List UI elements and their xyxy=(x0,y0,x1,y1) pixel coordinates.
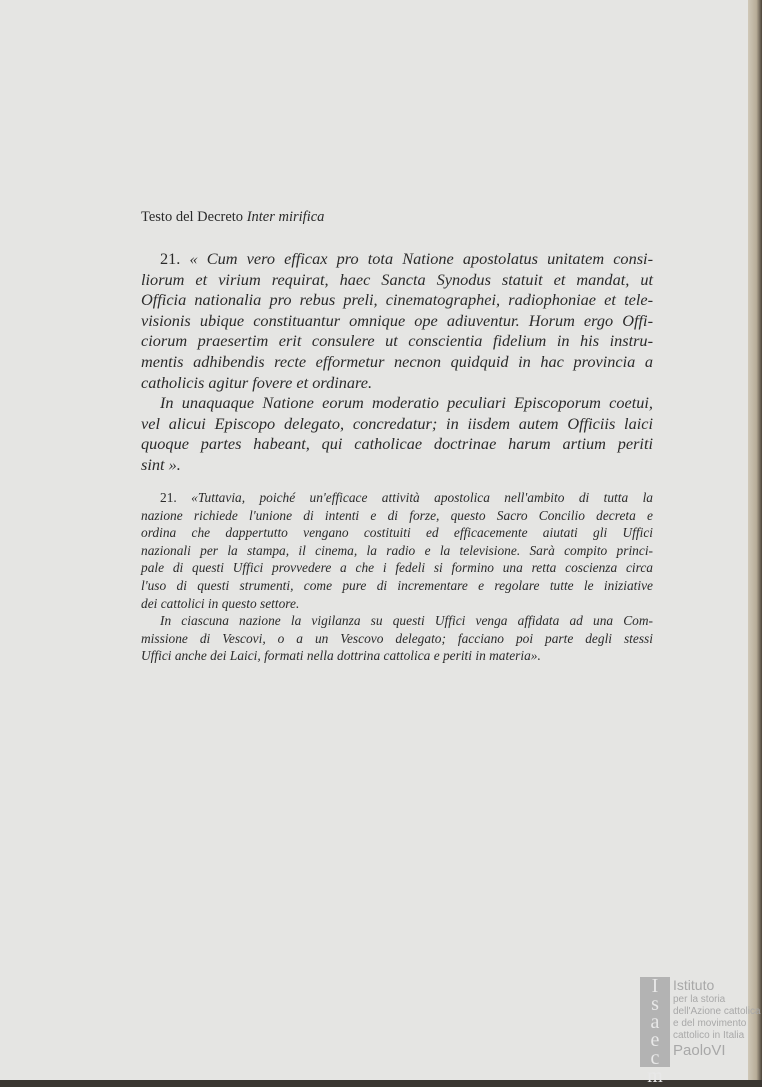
line-text: In unaquaque Natione eorum moderatio peculiari Episcoporum coetui, xyxy=(160,393,653,413)
header-italic: Inter mirifica xyxy=(246,209,325,225)
text-line xyxy=(141,249,653,270)
text-line xyxy=(141,489,653,507)
text-line xyxy=(141,612,653,630)
line-text: Uffici anche dei Laici, formati nella dottrina cattolica e periti in materia». xyxy=(141,648,541,664)
logo-line: e del movimento xyxy=(673,1018,747,1029)
italian-paragraph xyxy=(141,489,653,665)
line-text: missione di Vescovi, o a un Vescovo delegato; facciano poi parte degli stessi xyxy=(141,630,653,646)
text-line xyxy=(141,507,653,525)
line-text: l'uso di questi strumenti, come pure di incrementare e regolare tutte le iniziative xyxy=(141,577,653,593)
line-text: quoque partes habeant, qui catholicae doctrinae harum artium periti xyxy=(141,434,653,454)
book-edge xyxy=(748,0,762,1080)
line-text: visionis ubique constituantur omnique ope adiuventur. Horum ergo Offi- xyxy=(141,310,653,330)
text-line xyxy=(141,290,653,311)
article-number: 21. xyxy=(160,490,177,505)
line-text: Officia nationalia pro rebus preli, cinematographei, radiophoniae et tele- xyxy=(141,290,653,310)
isacem-watermark-logo xyxy=(640,975,762,1087)
line-text: mentis adhibendis recte efformetur necnon quidquid in hac provincia a xyxy=(141,351,653,371)
text-line xyxy=(141,647,653,665)
line-text: pale di questi Uffici provvedere a che i fedeli si formino una retta coscienza circa xyxy=(141,560,653,576)
text-line xyxy=(141,524,653,542)
monogram-letter: m xyxy=(647,1065,663,1087)
running-header xyxy=(141,209,324,226)
logo-line: Istituto xyxy=(673,977,715,993)
line-text: liorum et virium requirat, haec Sancta Synodus statuit et mandat, ut xyxy=(141,269,653,289)
line-text: In ciascuna nazione la vigilanza su questi Uffici venga affidata ad una Com- xyxy=(160,613,653,629)
monogram-letter: I xyxy=(651,975,659,997)
monogram-letter: e xyxy=(650,1029,660,1051)
logo-line: PaoloVI xyxy=(673,1042,726,1059)
logo-monogram xyxy=(640,975,670,1087)
logo-line: dell'Azione cattolica xyxy=(673,1006,761,1017)
text-line xyxy=(141,414,653,435)
line-text: sint ». xyxy=(141,454,181,474)
text-line xyxy=(141,630,653,648)
header-text: Testo del Decreto xyxy=(141,209,244,225)
text-line xyxy=(141,542,653,560)
article-number: 21. xyxy=(160,249,181,268)
text-line xyxy=(141,311,653,332)
line-text: «Tuttavia, poiché un'efficace attività apostolica nell'ambito di tutta la xyxy=(191,490,653,505)
line-text: « Cum vero efficax pro tota Natione apostolatus unitatem consi- xyxy=(189,249,653,268)
logo-line: cattolico in Italia xyxy=(673,1030,745,1041)
text-line xyxy=(141,373,653,394)
line-text: ordina che dappertutto vengano costituiti ed efficacemente aiutati gli Uffici xyxy=(141,525,653,541)
text-line xyxy=(141,270,653,291)
text-line xyxy=(141,455,653,476)
text-line xyxy=(141,559,653,577)
text-line xyxy=(141,595,653,613)
latin-paragraph xyxy=(141,249,653,476)
text-line xyxy=(141,577,653,595)
monogram-letter: c xyxy=(650,1047,660,1069)
text-line xyxy=(141,434,653,455)
monogram-letter: a xyxy=(650,1011,660,1033)
line-text: vel alicui Episcopo delegato, concredatur; in iisdem autem Officiis laici xyxy=(141,413,653,433)
line-text: ciorum praesertim erit consulere ut conscientia fidelium in his instru- xyxy=(141,331,653,351)
monogram-letter: s xyxy=(651,993,659,1015)
text-line xyxy=(141,331,653,352)
line-text: dei cattolici in questo settore. xyxy=(141,595,300,611)
text-line xyxy=(141,393,653,414)
line-text: nazionali per la stampa, il cinema, la radio e la televisione. Sarà compito princi- xyxy=(141,542,653,558)
text-line xyxy=(141,352,653,373)
logo-line: per la storia xyxy=(673,994,726,1005)
line-text: nazione richiede l'unione di intenti e di forze, questo Sacro Concilio decreta e xyxy=(141,507,653,523)
line-text: catholicis agitur fovere et ordinare. xyxy=(141,372,373,392)
